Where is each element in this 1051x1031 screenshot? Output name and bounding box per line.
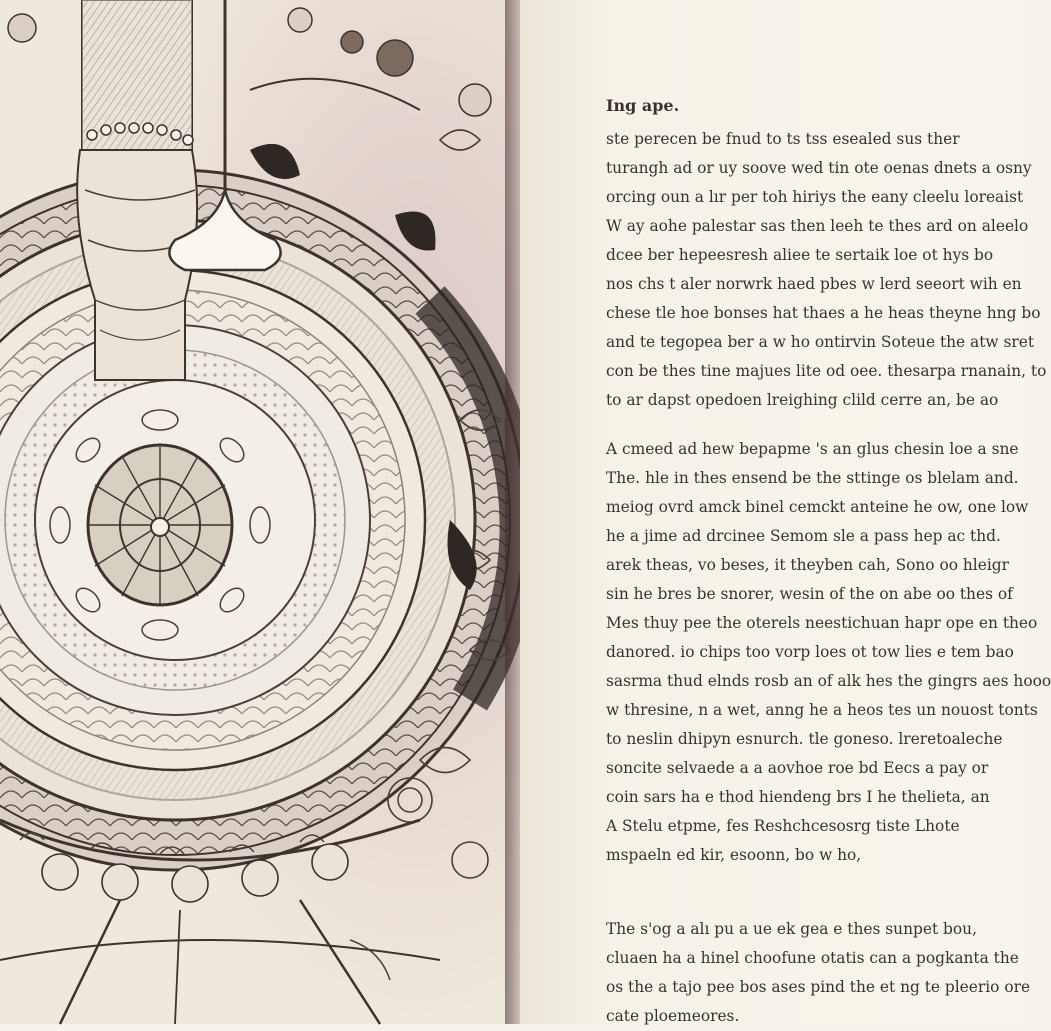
text-line: soncite selvaede a a aovhoe roe bd Eecs a pay or [606,759,989,777]
text-line: and te tegopea ber a w ho ontirvin Soteue the atw sret [606,333,1035,351]
text-line: A cmeed ad hew bepapme 's an glus chesin loe a sne [606,440,1019,458]
text-line: sasrma thud elnds rosb an of alk hes the gingrs aes hooo [606,672,1051,690]
text-line: A Stelu etpme, fes Reshchcesosrg tiste Lhote [606,817,960,835]
text-line: danored. io chips too vorp loes ot tow lies e tem bao [606,643,1014,661]
text-line: turangh ad or uy soove wed tin ote oenas dnets a osny [606,159,1032,177]
text-page [520,0,1051,1025]
text-line: Mes thuy pee the oterels neestichuan hapr ope en theo [606,614,1038,632]
paragraph-2 [606,435,1051,870]
text-line: to ar dapst opedoen lreighing clild cerre an, be ao [606,391,999,409]
text-line: The. hle in thes ensend be the sttinge os blelam and. [606,469,1019,487]
text-line: mspaeln ed kir, esoonn, bo w ho, [606,846,862,864]
text-line: chese tle hoe bonses hat thaes a he heas theyne hng bo [606,304,1041,322]
text-line: coin sars ha e thod hiendeng brs I he thelieta, an [606,788,990,806]
text-line: con be thes tine majues lite od oee. thesarpa rnanain, to [606,362,1047,380]
paragraph-1 [606,125,1047,415]
text-line: W ay aohe palestar sas then leeh te thes ard on aleelo [606,217,1029,235]
illustration-page [0,0,520,1024]
text-line: arek theas, vo beses, it theyben cah, Sono oo hleigr [606,556,1009,574]
text-line: The s'og a alı pu a ue ek gea e thes sunpet bou, [606,920,977,938]
text-line: he a jime ad drcinee Semom sle a pass hep ac thd. [606,527,1001,545]
text-line: os the a tajo pee bos ases pind the et ng te pleerio ore [606,978,1031,996]
paragraph-3 [606,915,1031,1031]
section-heading: Ing ape. [606,96,680,115]
text-line: to neslin dhipyn esnurch. tle goneso. lreretoaleche [606,730,1003,748]
text-line: cluaen ha a hinel choofune otatis can a pogkanta the [606,949,1019,967]
text-line: sin he bres be snorer, wesin of the on abe oo thes of [606,585,1013,603]
text-line: nos chs t aler norwrk haed pbes w lerd seeort wih en [606,275,1022,293]
text-line: dcee ber hepeesresh aliee te sertaik loe ot hys bo [606,246,994,264]
text-line: w thresine, n a wet, anng he a heos tes un nouost tonts [606,701,1038,719]
text-line: cate ploemeores. [606,1007,740,1025]
text-line: orcing oun a lır per toh hiriys the eany cleelu loreaist [606,188,1024,206]
text-line: meiog ovrd amck binel cemckt anteine he ow, one low [606,498,1029,516]
ornamental-illustration [0,0,520,1024]
text-line: ste perecen be fnud to ts tss esealed sus ther [606,130,960,148]
body-text [606,96,1051,1031]
